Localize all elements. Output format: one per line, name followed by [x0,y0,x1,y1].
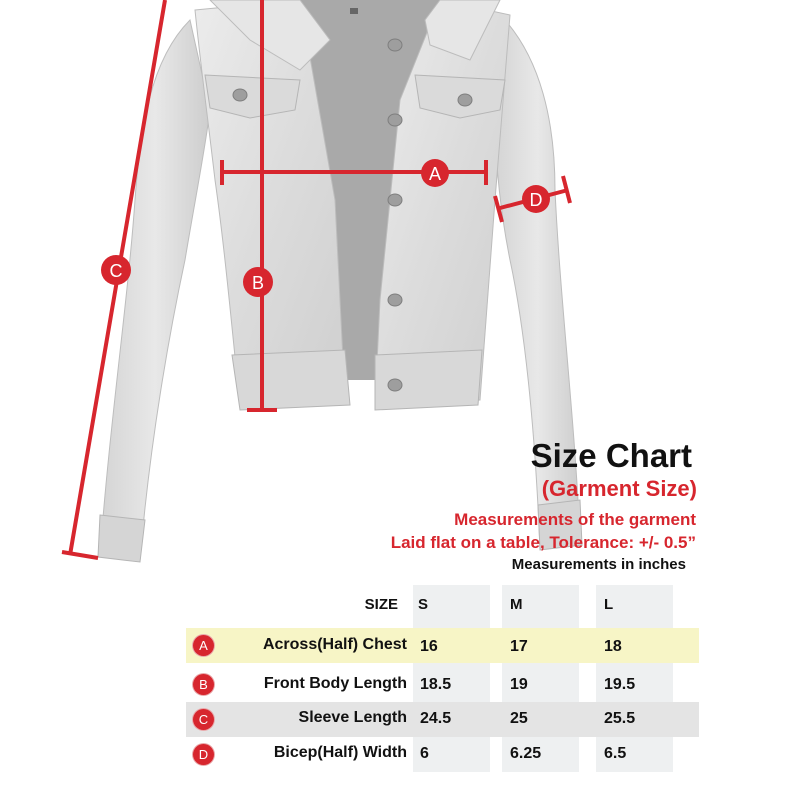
row-badge-a: A [193,635,214,656]
cell-bicep-m: 6.25 [510,745,542,762]
cell-chest-l: 18 [604,638,622,655]
size-header-l: L [604,596,614,613]
badge-a-text: A [428,164,442,184]
size-header-label: SIZE [364,596,398,613]
cell-body-length-l: 19.5 [604,676,636,693]
badge-b-text: B [251,273,265,293]
units-label: Measurements in inches [511,556,686,573]
cell-bicep-l: 6.5 [604,745,627,762]
row-label-sleeve: Sleeve Length [298,709,407,726]
size-header-m: M [510,596,523,613]
cell-body-length-s: 18.5 [420,676,452,693]
cell-chest-m: 17 [510,638,528,655]
size-header-s: S [418,596,429,613]
measurement-note-2: Laid flat on a table, Tolerance: +/- 0.5” [390,533,696,552]
measurement-note-1: Measurements of the garment [454,510,696,529]
size-chart-subtitle: (Garment Size) [541,476,697,501]
cell-sleeve-m: 25 [510,710,528,727]
cell-bicep-s: 6 [420,745,429,762]
cell-body-length-m: 19 [510,676,528,693]
cell-chest-s: 16 [420,638,438,655]
badge-d-text: D [529,190,543,210]
row-badge-c: C [193,709,214,730]
row-label-chest: Across(Half) Chest [262,636,407,653]
cell-sleeve-l: 25.5 [604,710,636,727]
cell-sleeve-s: 24.5 [420,710,452,727]
badge-c-text: C [109,261,123,281]
row-label-bicep: Bicep(Half) Width [273,744,407,761]
size-chart-title: Size Chart [530,437,692,474]
row-label-body-length: Front Body Length [263,675,407,692]
row-badge-d: D [193,744,214,765]
row-badge-b: B [193,674,214,695]
